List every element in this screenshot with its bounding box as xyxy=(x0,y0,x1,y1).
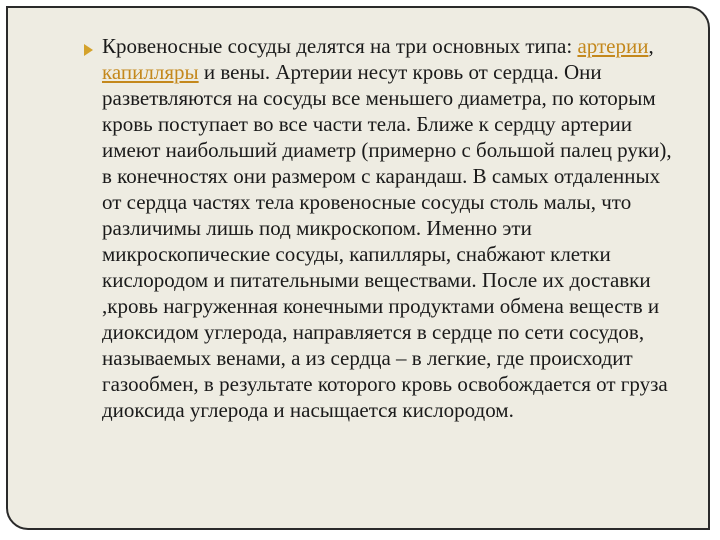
paragraph-text-start: Кровеносные сосуды делятся на три основных типа: xyxy=(102,34,578,58)
paragraph-text-rest: и вены. Артерии несут кровь от сердца. Они разветвляются на сосуды все меньшего диаметра, по которым кровь поступает во все части тела. Ближе к сердцу артерии имеют наибольший диаметр (примерно с большой палец руки), в конечностях они размером с карандаш. В самых отдаленных от сердца частях тела кровеносные сосуды столь малы, что различимы лишь под микроскопом. Именно эти микроскопические сосуды, капилляры, снабжают клетки кислородом и питательными веществами. После их доставки ,кровь нагруженная конечными продуктами обмена веществ и диоксидом углерода, направляется в сердце по сети сосудов, называемых венами, а из сердца – в легкие, где происходит газообмен, в результате которого кровь освобождается от груза диоксида углерода и насыщается кислородом. xyxy=(102,60,672,422)
paragraph-separator: , xyxy=(648,34,654,58)
bullet-arrow-icon xyxy=(84,44,93,56)
body-paragraph xyxy=(102,33,682,423)
link-arteries[interactable]: артерии xyxy=(577,34,649,58)
link-capillaries[interactable]: капилляры xyxy=(102,60,199,84)
